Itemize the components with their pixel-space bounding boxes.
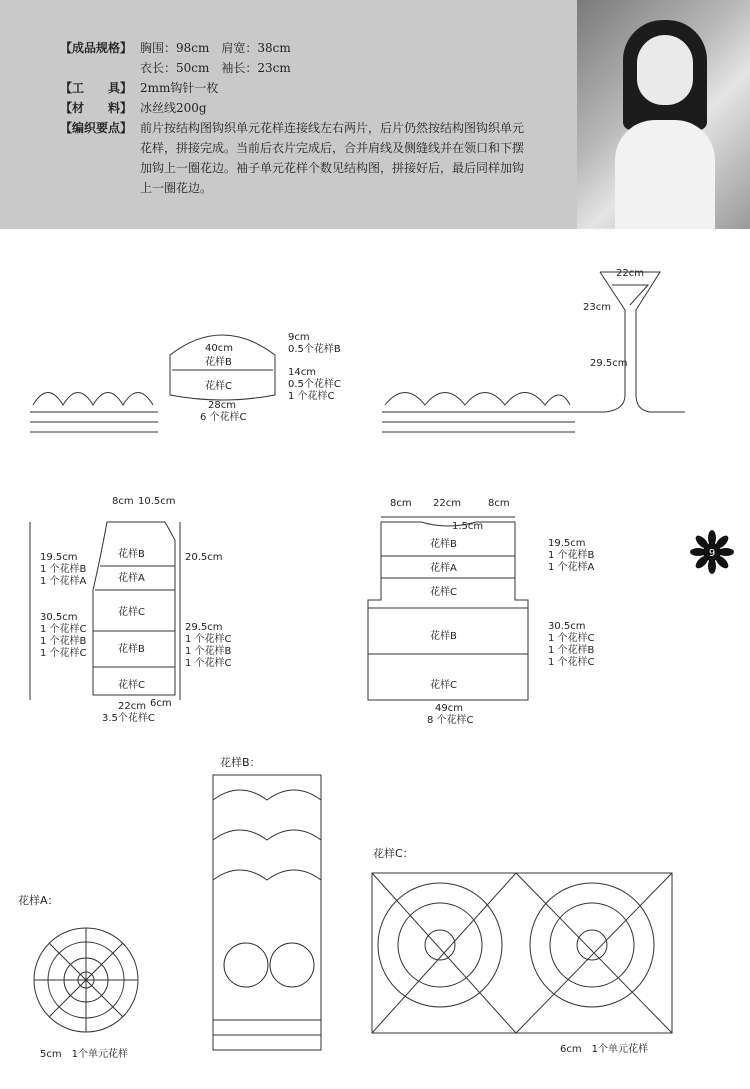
photo-cardigan bbox=[615, 120, 715, 229]
page-number: 9 bbox=[708, 548, 716, 559]
spec-value: 衣长：50cm 袖长：23cm bbox=[140, 61, 291, 75]
spec-label: 【工 具】 bbox=[60, 81, 133, 95]
pattern-diagrams bbox=[0, 229, 750, 1089]
sleeve-label-b: 花样B bbox=[205, 357, 232, 368]
spec-value: 冰丝线200g bbox=[140, 101, 207, 115]
collar-diagram bbox=[575, 272, 685, 412]
back-w2: 22cm bbox=[433, 498, 461, 509]
front-right2b: 1 个花样B bbox=[185, 646, 232, 657]
back-label: 花样B bbox=[430, 539, 457, 550]
front-left1: 19.5cm bbox=[40, 552, 78, 563]
back-r1: 19.5cm bbox=[548, 538, 586, 549]
front-label: 花样C bbox=[118, 607, 145, 618]
sleeve-width-bottom: 28cm bbox=[208, 400, 236, 411]
front-left2a: 1 个花样C bbox=[40, 624, 87, 635]
sleeve-h1-note: 0.5个花样B bbox=[288, 344, 341, 355]
spec-value: 前片按结构图钩织单元花样连接线左右两片，后片仍然按结构图钩织单元花样，拼接完成。当前后衣片完成后，合并肩线及侧缝线并在领口和下摆加钩上一圈花边。袖子单元花样个数见结构图，拼接好后，最后同样加钩上一圈花边。 bbox=[140, 121, 525, 195]
sleeve-label-c: 花样C bbox=[205, 381, 232, 392]
spec-row bbox=[60, 78, 525, 98]
sleeve-h2-note2: 1 个花样C bbox=[288, 391, 335, 402]
spec-label: 【成品规格】 bbox=[60, 41, 133, 55]
front-count: 3.5个花样C bbox=[102, 713, 155, 724]
spec-list bbox=[60, 38, 525, 198]
back-label: 花样B bbox=[430, 631, 457, 642]
front-left1a: 1 个花样B bbox=[40, 564, 87, 575]
spec-row bbox=[60, 98, 525, 118]
back-count: 8 个花样C bbox=[427, 715, 474, 726]
photo-face bbox=[637, 35, 693, 105]
back-label: 花样C bbox=[430, 587, 457, 598]
front-h-right: 20.5cm bbox=[185, 552, 223, 563]
motif-a-caption: 5cm 1个单元花样 bbox=[40, 1049, 128, 1060]
back-neck: 1.5cm bbox=[452, 521, 484, 532]
front-bottom: 22cm bbox=[118, 701, 146, 712]
spec-row bbox=[60, 58, 525, 78]
sleeve-count: 6 个花样C bbox=[200, 412, 247, 423]
back-label: 花样A bbox=[430, 563, 457, 574]
front-right2: 29.5cm bbox=[185, 622, 223, 633]
collar-side1: 23cm bbox=[583, 302, 611, 313]
motif-c-caption: 6cm 1个单元花样 bbox=[560, 1044, 648, 1055]
front-right2a: 1 个花样C bbox=[185, 634, 232, 645]
front-left2c: 1 个花样C bbox=[40, 648, 87, 659]
sleeve-h1: 9cm bbox=[288, 332, 310, 343]
back-r1a: 1 个花样B bbox=[548, 550, 595, 561]
front-left2: 30.5cm bbox=[40, 612, 78, 623]
sleeve-h2-note1: 0.5个花样C bbox=[288, 379, 341, 390]
motif-b-chart bbox=[213, 775, 321, 1050]
sleeve-width-top: 40cm bbox=[205, 343, 233, 354]
front-bottom2: 6cm bbox=[150, 698, 172, 709]
back-r2: 30.5cm bbox=[548, 621, 586, 632]
motif-a-title: 花样A： bbox=[18, 894, 59, 907]
model-photo bbox=[577, 0, 750, 229]
back-r2c: 1 个花样C bbox=[548, 657, 595, 668]
spec-value: 2mm钩针一枚 bbox=[140, 81, 219, 95]
back-bottom: 49cm bbox=[435, 703, 463, 714]
back-w1: 8cm bbox=[390, 498, 412, 509]
back-r2b: 1 个花样B bbox=[548, 645, 595, 656]
motif-b-title: 花样B： bbox=[220, 756, 261, 769]
back-label: 花样C bbox=[430, 680, 457, 691]
spec-row bbox=[60, 118, 525, 198]
spec-value: 胸围：98cm 肩宽：38cm bbox=[140, 41, 291, 55]
front-label: 花样B bbox=[118, 549, 145, 560]
collar-side2: 29.5cm bbox=[590, 358, 628, 369]
front-left1b: 1 个花样A bbox=[40, 576, 87, 587]
front-piece-diagram bbox=[30, 522, 180, 700]
front-label: 花样A bbox=[118, 573, 145, 584]
motif-c-chart bbox=[372, 873, 672, 1033]
motif-c-title: 花样C： bbox=[373, 847, 414, 860]
back-r2a: 1 个花样C bbox=[548, 633, 595, 644]
spec-row bbox=[60, 38, 525, 58]
front-left2b: 1 个花样B bbox=[40, 636, 87, 647]
edging-chart-right bbox=[382, 393, 575, 433]
front-label: 花样C bbox=[118, 680, 145, 691]
header-panel bbox=[0, 0, 750, 229]
front-w1: 8cm bbox=[112, 496, 134, 507]
spec-label: 【编织要点】 bbox=[60, 121, 133, 135]
page-number-badge bbox=[690, 530, 734, 574]
back-w3: 8cm bbox=[488, 498, 510, 509]
front-label: 花样B bbox=[118, 644, 145, 655]
spec-label: 【材 料】 bbox=[60, 101, 133, 115]
edging-chart-left bbox=[30, 393, 158, 433]
collar-top: 22cm bbox=[616, 268, 644, 279]
back-r1b: 1 个花样A bbox=[548, 562, 595, 573]
motif-a-chart bbox=[34, 928, 138, 1032]
front-w2: 10.5cm bbox=[138, 496, 176, 507]
sleeve-h2: 14cm bbox=[288, 367, 316, 378]
front-right2c: 1 个花样C bbox=[185, 658, 232, 669]
spec-label bbox=[60, 58, 140, 78]
